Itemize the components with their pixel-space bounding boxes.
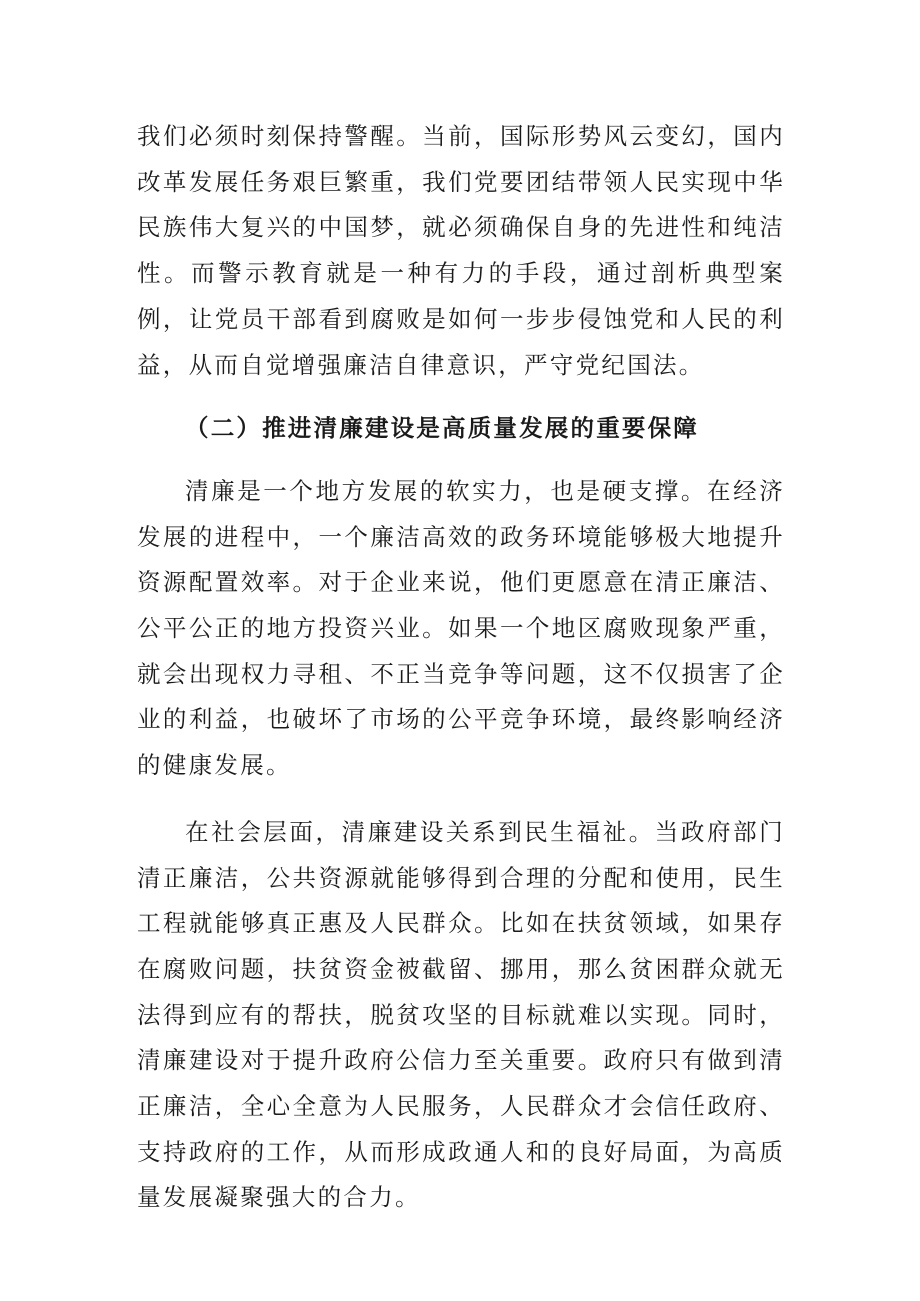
section-heading: （二）推进清廉建设是高质量发展的重要保障 [185,414,699,443]
paragraph-economy: 清廉是一个地方发展的软实力，也是硬支撑。在经济发展的进程中，一个廉洁高效的政务环境能够极大地提升资源配置效率。对于企业来说，他们更愿意在清正廉洁、公平公正的地方投资兴业。如果一个地区腐败现象严重，就会出现权力寻租、不正当竞争等问题，这不仅损害了企业的利益，也破坏了市场的公平竞争环境，最终影响经济的健康发展。 [137,476,785,780]
paragraph-continuation: 我们必须时刻保持警醒。当前，国际形势风云变幻，国内改革发展任务艰巨繁重，我们党要团结带领人民实现中华民族伟大复兴的中国梦，就必须确保自身的先进性和纯洁性。而警示教育就是一种有力的手段，通过剖析典型案例，让党员干部看到腐败是如何一步步侵蚀党和人民的利益，从而自觉增强廉洁自律意识，严守党纪国法。 [137,122,785,379]
paragraph-spacer [137,789,785,810]
document-body [137,114,785,1221]
paragraph-society: 在社会层面，清廉建设关系到民生福祉。当政府部门清正廉洁，公共资源就能够得到合理的分配和使用，民生工程就能够真正惠及人民群众。比如在扶贫领域，如果存在腐败问题，扶贫资金被截留、挪用，那么贫困群众就无法得到应有的帮扶，脱贫攻坚的目标就难以实现。同时，清廉建设对于提升政府公信力至关重要。政府只有做到清正廉洁，全心全意为人民服务，人民群众才会信任政府、支持政府的工作，从而形成政通人和的良好局面，为高质量发展凝聚强大的合力。 [137,817,785,1212]
paragraph-spacer [137,388,785,406]
paragraph-spacer [137,452,785,469]
